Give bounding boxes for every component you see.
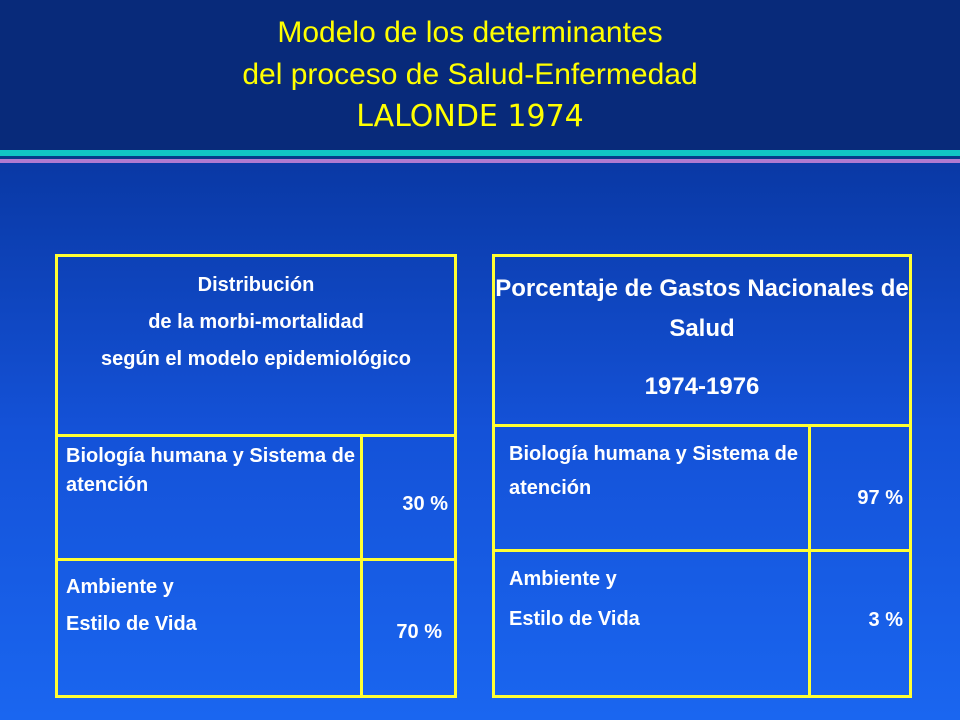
header-line: según el modelo epidemiológico: [100, 348, 412, 370]
row-value: 70 %: [396, 621, 442, 643]
column-divider: [808, 549, 811, 698]
header-line: Distribución: [197, 274, 315, 296]
divider-violet: [0, 159, 960, 163]
header-years: 1974-1976: [644, 373, 760, 400]
column-divider: [808, 424, 811, 549]
title-line-2: del proceso de Salud-Enfermedad: [242, 58, 698, 91]
slide-title: [0, 12, 940, 138]
row-value: 30 %: [402, 493, 448, 515]
title-line-3: LALONDE 1974: [356, 99, 584, 134]
table-header: [495, 257, 909, 427]
row-label-line: Estilo de Vida: [509, 608, 640, 630]
title-line-1: Modelo de los determinantes: [277, 16, 663, 49]
row-label-line: Estilo de Vida: [66, 613, 197, 635]
morbi-mortality-table: [55, 254, 457, 698]
header-title: Porcentaje de Gastos Nacionales de Salud: [495, 275, 909, 342]
row-label-line: Ambiente y: [66, 576, 174, 598]
health-spending-table: [492, 254, 912, 698]
row-divider: [58, 558, 454, 561]
row-divider: [495, 549, 909, 552]
row-divider: [58, 434, 454, 437]
row-label: [509, 559, 799, 639]
row-label: Biología humana y Sistema de atención: [509, 443, 798, 499]
header-line: de la morbi-mortalidad: [148, 311, 364, 333]
row-label: [66, 569, 356, 643]
table-header: [58, 257, 454, 437]
row-divider: [495, 424, 909, 427]
row-label: Biología humana y Sistema de atención: [66, 445, 355, 496]
row-value: 97 %: [857, 487, 903, 509]
row-label-line: Ambiente y: [509, 568, 617, 590]
row-value: 3 %: [868, 609, 903, 631]
